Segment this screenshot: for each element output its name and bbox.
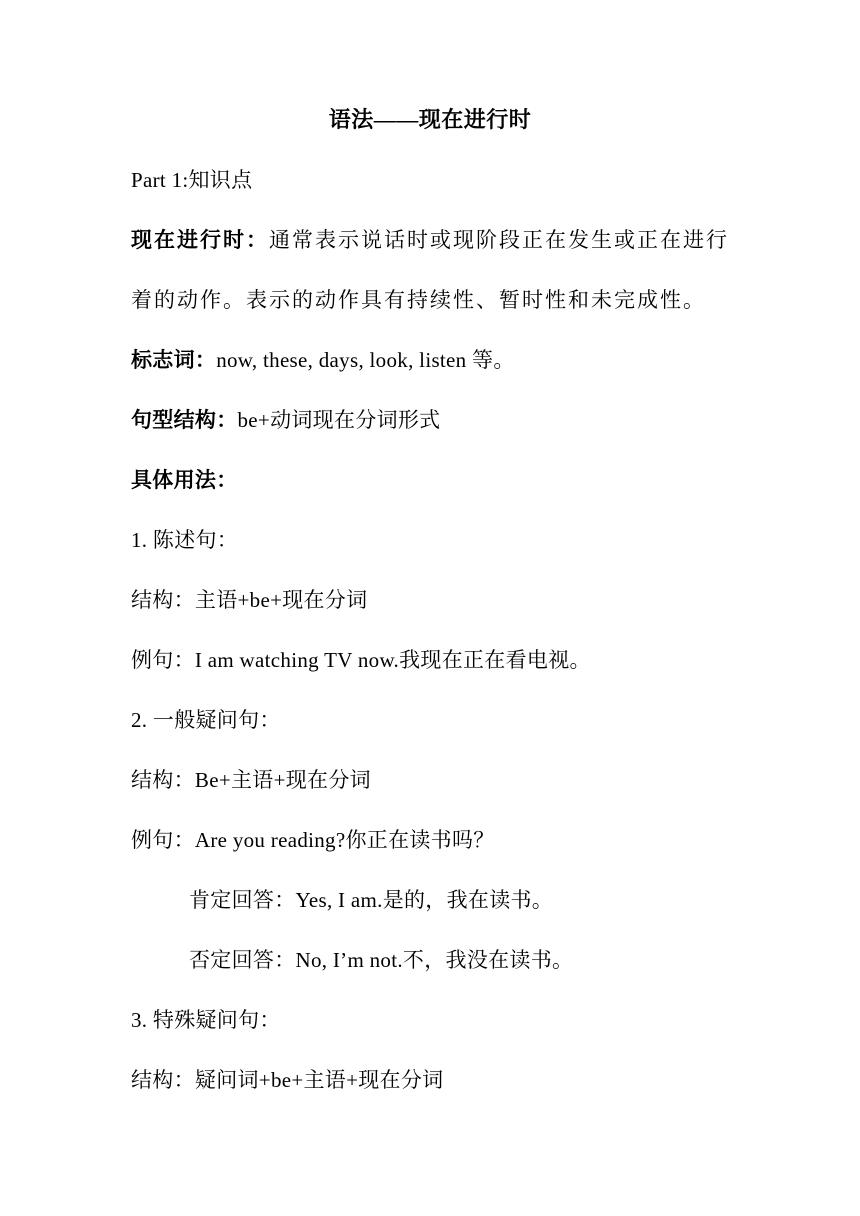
definition-line-2: 着的动作。表示的动作具有持续性、暂时性和未完成性。 (131, 288, 706, 312)
section-1-example: 例句：I am watching TV now.我现在正在看电视。 (131, 648, 591, 672)
section-1-heading: 1. 陈述句： (131, 528, 239, 552)
section-2-structure: 结构：Be+主语+现在分词 (131, 768, 371, 792)
section-1-structure: 结构：主语+be+现在分词 (131, 588, 368, 612)
sentence-structure-line (131, 405, 440, 435)
signal-words-text: now, these, days, look, listen 等。 (216, 348, 515, 372)
section-2-positive-answer: 肯定回答：Yes, I am.是的，我在读书。 (189, 888, 554, 912)
sentence-structure-text: be+动词现在分词形式 (237, 408, 441, 432)
section-2-heading: 2. 一般疑问句： (131, 708, 281, 732)
section-3-heading: 3. 特殊疑问句： (131, 1008, 281, 1032)
section-3-structure: 结构：疑问词+be+主语+现在分词 (131, 1068, 444, 1092)
definition-line-1 (131, 225, 729, 255)
section-2-example: 例句：Are you reading?你正在读书吗？ (131, 828, 495, 852)
sentence-structure-label: 句型结构： (131, 408, 238, 432)
signal-words-label: 标志词： (131, 348, 217, 372)
definition-text-1: 通常表示说话时或现阶段正在发生或正在进行 (269, 228, 729, 252)
definition-label: 现在进行时： (131, 228, 269, 252)
part-heading: Part 1:知识点 (131, 168, 253, 192)
usage-heading: 具体用法： (131, 468, 238, 492)
signal-words-line (131, 345, 515, 375)
document-title: 语法——现在进行时 (328, 107, 532, 132)
section-2-negative-answer: 否定回答：No, I’m not.不，我没在读书。 (189, 948, 574, 972)
